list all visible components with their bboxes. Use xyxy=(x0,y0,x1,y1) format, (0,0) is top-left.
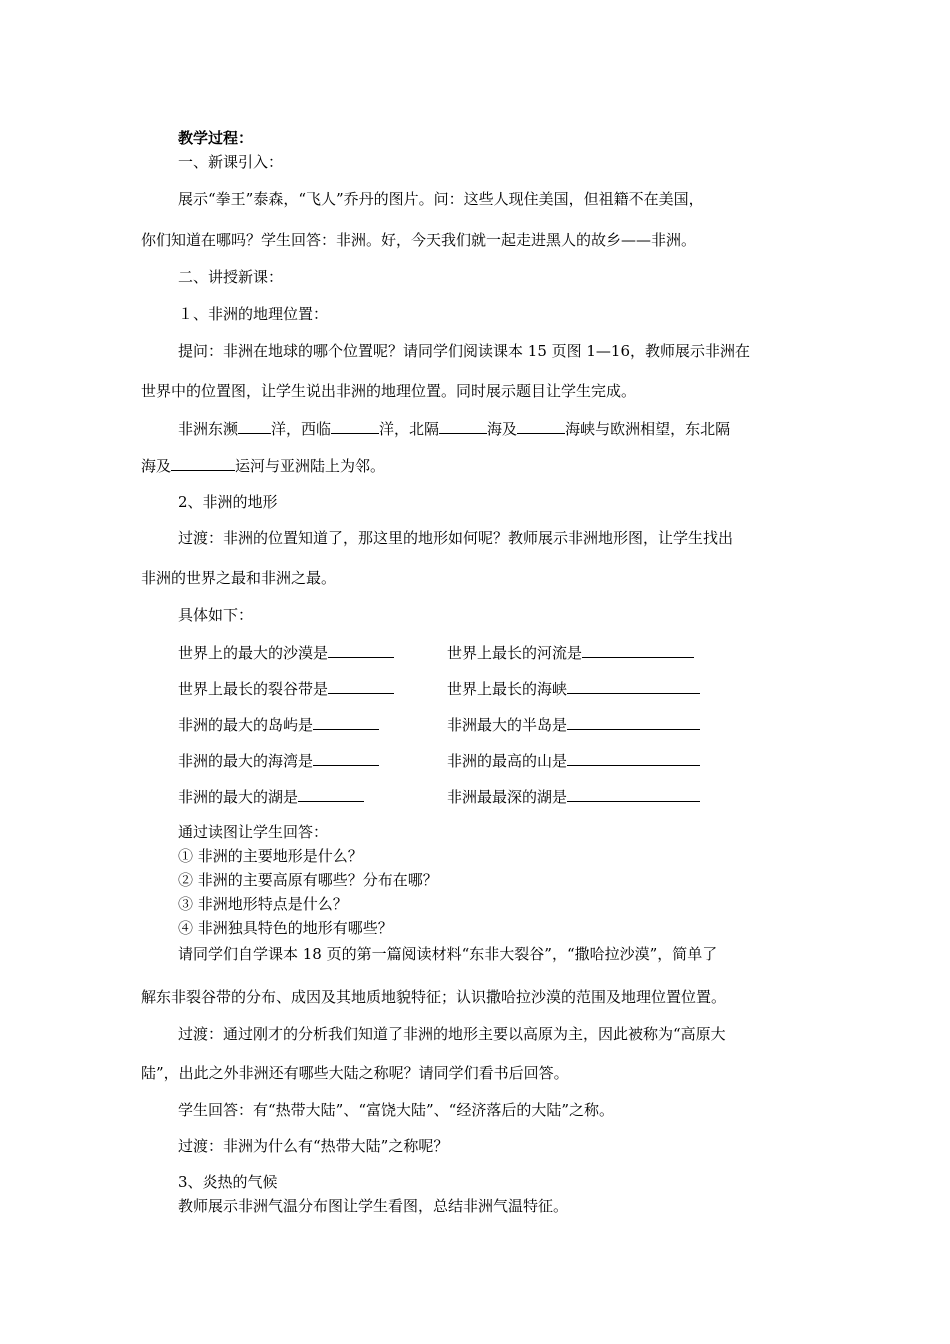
subsection-1-title: １、非洲的地理位置： xyxy=(178,305,329,323)
transition-2: 过渡：非洲为什么有“热带大陆”之称呢？ xyxy=(178,1137,449,1155)
fill-in-sentence-line-1 xyxy=(178,418,730,439)
terrain-paragraph-line-1: 过渡：非洲的位置知道了，那这里的地形如何呢？教师展示非洲地形图，让学生找出 xyxy=(178,529,734,547)
fill-text: 海及 xyxy=(141,457,172,475)
fill-text: 洋，北隔 xyxy=(379,420,440,438)
question-item: ① 非洲的主要地形是什么？ xyxy=(178,847,363,865)
section-heading: 教学过程： xyxy=(178,129,254,147)
fact-right: 世界上最长的河流是 xyxy=(447,642,694,663)
question-item: ② 非洲的主要高原有哪些？分布在哪？ xyxy=(178,871,438,889)
fact-left: 非洲的最大的湖是 xyxy=(178,786,364,807)
blank xyxy=(517,418,565,434)
reading-paragraph-line-1: 请同学们自学课本 18 页的第一篇阅读材料“东非大裂谷”，“撒哈拉沙漠”，简单了 xyxy=(178,945,718,963)
fact-left: 世界上最长的裂谷带是 xyxy=(178,678,394,699)
fill-text: 非洲东濒 xyxy=(178,420,239,438)
blank xyxy=(439,418,487,434)
fill-text: 海峡与欧洲相望，东北隔 xyxy=(565,420,731,438)
fact-left: 世界上的最大的沙漠是 xyxy=(178,642,394,663)
section-1-title: 一、新课引入： xyxy=(178,153,284,171)
subsection-3-title: 3、炎热的气候 xyxy=(178,1173,278,1191)
location-paragraph-line-2: 世界中的位置图，让学生说出非洲的地理位置。同时展示题目让学生完成。 xyxy=(141,382,637,400)
fill-text: 洋，西临 xyxy=(271,420,332,438)
location-paragraph-line-1: 提问：非洲在地球的哪个位置呢？请同学们阅读课本 15 页图 1—16，教师展示非洲在 xyxy=(178,342,751,360)
transition-1-line-1: 过渡：通过刚才的分析我们知道了非洲的地形主要以高原为主，因此被称为“高原大 xyxy=(178,1025,726,1043)
fact-left: 非洲的最大的海湾是 xyxy=(178,750,379,771)
transition-1-line-2: 陆”，出此之外非洲还有哪些大陆之称呢？请同学们看书后回答。 xyxy=(141,1064,569,1082)
fact-right: 非洲最最深的湖是 xyxy=(447,786,700,807)
detail-intro: 具体如下： xyxy=(178,606,254,624)
fact-left: 非洲的最大的岛屿是 xyxy=(178,714,379,735)
intro-paragraph-line-1: 展示“拳王”泰森，“飞人”乔丹的图片。问：这些人现住美国，但祖籍不在美国， xyxy=(178,190,704,208)
terrain-paragraph-line-2: 非洲的世界之最和非洲之最。 xyxy=(141,569,337,587)
fill-in-sentence-line-2 xyxy=(141,455,385,476)
fill-text: 运河与亚洲陆上为邻。 xyxy=(235,457,386,475)
fact-right: 非洲最大的半岛是 xyxy=(447,714,700,735)
reading-paragraph-line-2: 解东非裂谷带的分布、成因及其地质地貌特征；认识撒哈拉沙漠的范围及地理位置位置。 xyxy=(141,988,727,1006)
section-2-title: 二、讲授新课： xyxy=(178,268,284,286)
fact-right: 世界上最长的海峡 xyxy=(447,678,700,699)
question-item: ③ 非洲地形特点是什么？ xyxy=(178,895,348,913)
climate-paragraph: 教师展示非洲气温分布图让学生看图，总结非洲气温特征。 xyxy=(178,1197,569,1215)
intro-paragraph-line-2: 你们知道在哪吗？学生回答：非洲。好，今天我们就一起走进黑人的故乡——非洲。 xyxy=(141,231,697,249)
blank xyxy=(171,455,235,471)
blank xyxy=(238,418,271,434)
fact-right: 非洲的最高的山是 xyxy=(447,750,700,771)
subsection-2-title: 2、非洲的地形 xyxy=(178,493,278,511)
blank xyxy=(331,418,379,434)
questions-intro: 通过读图让学生回答： xyxy=(178,823,329,841)
question-item: ④ 非洲独具特色的地形有哪些？ xyxy=(178,919,393,937)
fill-text: 海及 xyxy=(487,420,518,438)
student-answer: 学生回答：有“热带大陆”、“富饶大陆”、“经济落后的大陆”之称。 xyxy=(178,1101,615,1119)
